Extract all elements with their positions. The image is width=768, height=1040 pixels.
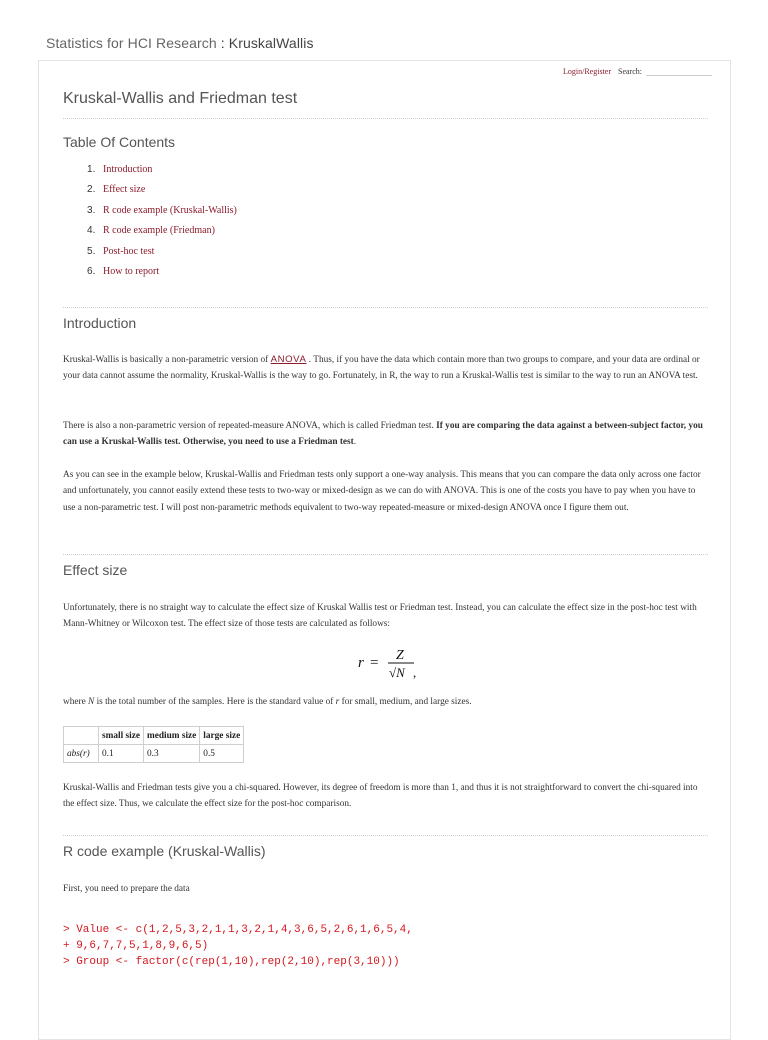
symbol-r: r bbox=[335, 697, 340, 707]
table-of-contents bbox=[63, 160, 237, 282]
r-code-block: > Value <- c(1,2,5,3,2,1,1,3,2,1,4,3,6,5,2,6,1,6,5,4, + 9,6,7,7,5,1,8,9,6,5) > Group <- factor(c(rep(1,10),rep(2,10),rep(3,10))) bbox=[63, 924, 413, 968]
table-header-empty bbox=[64, 727, 99, 745]
effect-size-paragraph-3: Kruskal-Wallis and Friedman tests give you a chi-squared. However, its degree of freedom is more than 1, and thus it is not straightforward to convert the chi-squared into the effect size. Thus, we calculate the effect size for the post-hoc comparison. bbox=[63, 783, 698, 810]
anova-link[interactable]: ANOVA bbox=[270, 354, 307, 365]
effect-size-table bbox=[63, 726, 244, 763]
topbar bbox=[563, 66, 712, 76]
intro-p2-end: . bbox=[353, 437, 357, 448]
r-code-intro: First, you need to prepare the data bbox=[63, 884, 190, 894]
toc-link-r-code-kruskal-wallis[interactable]: R code example (Kruskal-Wallis) bbox=[103, 204, 237, 216]
toc-item bbox=[103, 242, 237, 262]
effect-size-paragraph-1: Unfortunately, there is no straight way to calculate the effect size of Kruskal Wallis test or Friedman test. Instead, you can calculate the effect size in the post-hoc test with Mann-Whitney or Wilcoxon test. The effect size of those tests are calculated as follows: bbox=[63, 603, 697, 630]
toc-link-how-to-report[interactable]: How to report bbox=[103, 265, 160, 277]
formula-numerator: Z bbox=[396, 648, 404, 663]
login-register-link[interactable]: Login/Register bbox=[563, 66, 611, 76]
divider bbox=[63, 835, 708, 836]
intro-p1-text-cont: . Thus, if you have the data which contain more than two groups to compare, and your data are ordinal or your data cannot assume the normality, Kruskal-Wallis is the way to go. Fortunately, in R, the way to run a Kruskal-Wallis test is similar to the way to run an ANOVA test. bbox=[63, 355, 700, 382]
effect-size-paragraph-2 bbox=[63, 694, 708, 710]
intro-paragraph-3: As you can see in the example below, Kruskal-Wallis and Friedman tests only support a one-way analysis. This means that you can compare the data only across one factor and unfortunately, you cannot easily extend these tests to two-way or mixed-design as we can do with ANOVA. This is one of the costs you have to pay when you have to use a non-parametric test. I will post non-parametric methods equivalent to two-way repeated-measure or mixed-design ANOVA once I figure them out. bbox=[63, 470, 701, 513]
toc-heading: Table Of Contents bbox=[63, 134, 176, 150]
title-separator: : bbox=[220, 35, 225, 51]
toc-item bbox=[103, 160, 237, 180]
table-cell: 0.1 bbox=[99, 745, 144, 763]
section-heading-effect-size: Effect size bbox=[63, 562, 128, 578]
toc-item bbox=[103, 180, 237, 200]
formula-denominator: √N bbox=[389, 665, 405, 680]
divider bbox=[63, 118, 708, 119]
table-header-small: small size bbox=[99, 727, 144, 745]
intro-p1-text: Kruskal-Wallis is basically a non-parametric version of bbox=[63, 355, 271, 365]
page-title: Kruskal-Wallis and Friedman test bbox=[63, 90, 298, 107]
table-header-row bbox=[64, 727, 244, 745]
effect-size-formula bbox=[356, 646, 476, 680]
page-name: KruskalWallis bbox=[228, 35, 314, 51]
table-cell: 0.3 bbox=[143, 745, 199, 763]
formula-r: r bbox=[358, 655, 364, 671]
formula-comma: , bbox=[413, 665, 417, 680]
toc-item bbox=[103, 262, 237, 282]
intro-p2-bold: If you are comparing the data against a between-subject factor, you can use a Kruskal-Wallis test. Otherwise, you need to use a Friedman test bbox=[63, 421, 703, 448]
toc-link-introduction[interactable]: Introduction bbox=[103, 164, 153, 175]
text-fragment: is the total number of the samples. Here is the standard value of bbox=[94, 697, 336, 707]
symbol-n: N bbox=[88, 697, 95, 707]
content-card bbox=[38, 60, 731, 1040]
formula-equals: = bbox=[370, 655, 379, 671]
toc-link-effect-size[interactable]: Effect size bbox=[103, 184, 146, 196]
intro-paragraph-1 bbox=[63, 352, 708, 385]
table-header-medium: medium size bbox=[143, 727, 199, 745]
table-row-label: abs(r) bbox=[64, 745, 99, 763]
toc-item bbox=[103, 221, 237, 241]
divider bbox=[63, 554, 708, 555]
text-fragment: for small, medium, and large sizes. bbox=[339, 697, 472, 707]
section-heading-introduction: Introduction bbox=[63, 315, 137, 331]
toc-link-post-hoc-test[interactable]: Post-hoc test bbox=[103, 245, 155, 257]
toc-link-r-code-friedman[interactable]: R code example (Friedman) bbox=[103, 225, 215, 237]
table-header-large: large size bbox=[200, 727, 244, 745]
section-heading-r-code-kw: R code example (Kruskal-Wallis) bbox=[63, 843, 266, 859]
site-name[interactable]: Statistics for HCI Research bbox=[46, 35, 217, 51]
search-input[interactable] bbox=[646, 66, 712, 76]
divider bbox=[63, 307, 708, 308]
toc-item bbox=[103, 201, 237, 221]
table-row bbox=[64, 745, 244, 763]
table-cell: 0.5 bbox=[200, 745, 244, 763]
text-fragment: where bbox=[63, 697, 89, 707]
site-title[interactable] bbox=[46, 35, 314, 51]
intro-paragraph-2 bbox=[63, 418, 708, 451]
intro-p2-text: There is also a non-parametric version of repeated-measure ANOVA, which is called Friedman test. bbox=[63, 421, 437, 431]
search-label: Search: bbox=[618, 66, 642, 76]
